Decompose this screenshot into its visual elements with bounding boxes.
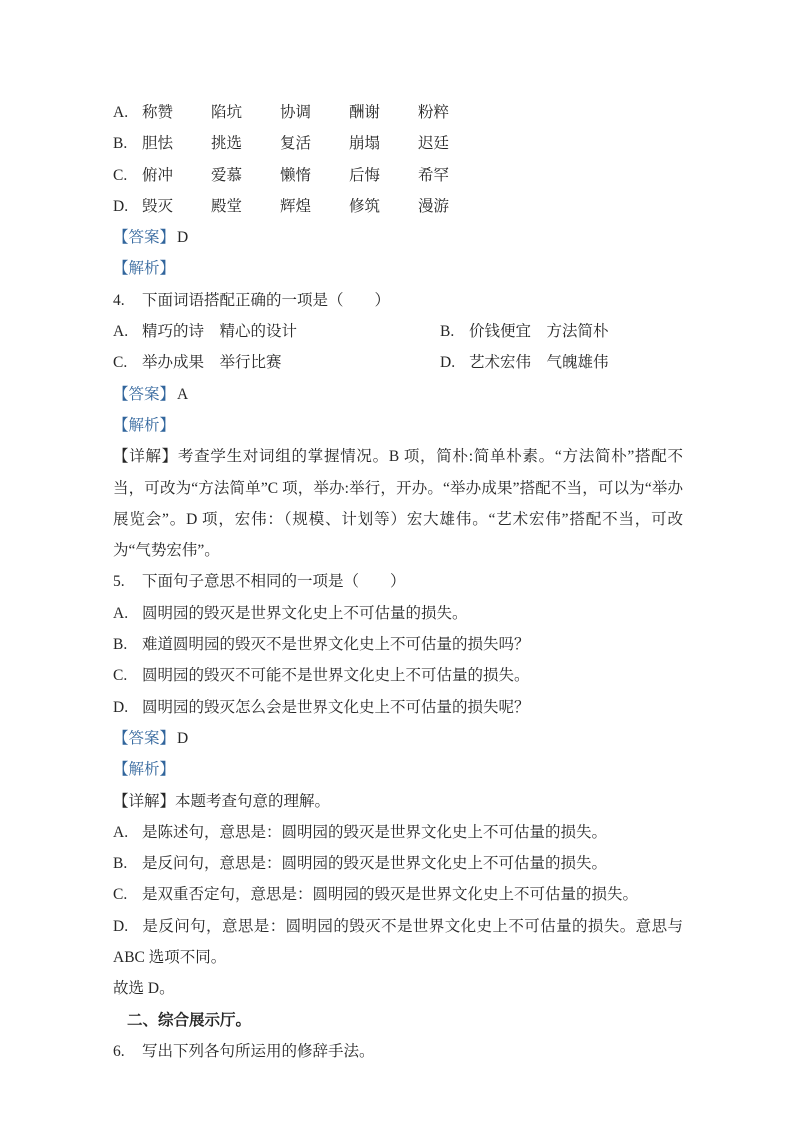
word-item: 懒惰 [280, 166, 312, 184]
option-letter: D. [113, 698, 129, 716]
word-item: 俯冲 [142, 166, 174, 184]
option-letter: B. [113, 636, 128, 654]
answer-value: A [177, 385, 189, 403]
word-item: 复活 [280, 135, 312, 153]
section-title-text: 二、综合展示厅。 [127, 1011, 252, 1029]
q6-stem [113, 1036, 683, 1067]
q3-answer-line [113, 222, 683, 253]
word-item: 陷坑 [211, 104, 243, 121]
q3-option-row-d [113, 191, 683, 222]
word-item: 后悔 [349, 166, 381, 184]
option-letter: A. [113, 823, 129, 841]
analysis-tag: 【解析】 [113, 416, 176, 434]
option-letter: C. [113, 354, 128, 372]
q3-option-row-b [113, 128, 683, 159]
option-text: 圆明园的毁灭是世界文化史上不可估量的损失。 [142, 604, 468, 622]
q4-stem [113, 285, 683, 316]
q4-answer-line [113, 379, 683, 410]
word-item: 爱慕 [211, 166, 243, 184]
option-letter: A. [113, 604, 129, 622]
analysis-tag: 【解析】 [113, 260, 176, 278]
word-item: 迟廷 [418, 135, 450, 153]
q5-detail-item-d [113, 911, 683, 974]
option-text: 举办成果 举行比赛 [142, 354, 282, 372]
option-letter: A. [113, 104, 129, 121]
question-text: 写出下列各句所运用的修辞手法。 [142, 1042, 375, 1060]
q5-conclusion [113, 973, 683, 1004]
word-item: 酬谢 [349, 104, 381, 121]
answer-tag: 【答案】 [113, 229, 176, 247]
word-item: 希罕 [418, 166, 450, 184]
q5-detail-item-c [113, 879, 683, 910]
option-letter: D. [113, 197, 129, 215]
answer-value: D [177, 229, 189, 247]
word-item: 殿堂 [211, 197, 243, 215]
option-letter: C. [113, 667, 128, 685]
question-number: 6. [113, 1042, 125, 1060]
q5-option-d [113, 692, 683, 723]
word-item: 崩塌 [349, 135, 381, 153]
option-text: 价钱便宜 方法简朴 [469, 323, 609, 341]
option-text: 圆明园的毁灭怎么会是世界文化史上不可估量的损失呢？ [142, 698, 530, 716]
q5-option-c [113, 660, 683, 691]
option-letter: D. [113, 917, 129, 935]
q5-detail-head [113, 786, 683, 817]
q4-options-row-1 [113, 316, 683, 347]
question-number: 5. [113, 573, 125, 591]
option-letter: A. [113, 323, 129, 341]
answer-tag: 【答案】 [113, 729, 176, 747]
word-item: 漫游 [418, 197, 450, 215]
q4-option-a [113, 323, 297, 340]
q4-detail-paragraph: 【详解】考查学生对词组的掌握情况。B 项，简朴:简单朴素。“方法简朴”搭配不当，可改为“方法简单”C 项，举办:举行，开办。“举办成果”搭配不当，可以为“举办展览会”。D 项，宏伟：（规模、计划等）宏大雄伟。“艺术宏伟”搭配不当，可改为“气势宏伟”。 [113, 448, 683, 560]
detail-text: 是反问句，意思是：圆明园的毁灭是世界文化史上不可估量的损失。 [142, 855, 608, 873]
q5-analysis-line [113, 754, 683, 785]
word-item: 称赞 [142, 104, 174, 121]
option-letter: C. [113, 166, 128, 184]
q3-option-row-c [113, 160, 683, 191]
q4-option-c [113, 354, 282, 371]
q5-option-b [113, 629, 683, 660]
answer-tag: 【答案】 [113, 385, 176, 403]
q5-detail-item-b [113, 848, 683, 879]
q4-option-b [440, 316, 609, 347]
detail-text: 是双重否定句，意思是：圆明园的毁灭是世界文化史上不可估量的损失。 [142, 886, 639, 904]
word-item: 粉粹 [418, 104, 450, 121]
option-letter: B. [113, 135, 128, 153]
q4-options-row-2 [113, 347, 683, 378]
word-item: 毁灭 [142, 197, 174, 215]
question-number: 4. [113, 291, 125, 309]
option-text: 艺术宏伟 气魄雄伟 [469, 354, 609, 372]
word-item: 胆怯 [142, 135, 174, 153]
section-2-heading [113, 1005, 683, 1036]
option-letter: C. [113, 886, 128, 904]
detail-text: 是陈述句，意思是：圆明园的毁灭是世界文化史上不可估量的损失。 [142, 823, 608, 841]
q3-option-row-a [113, 97, 683, 128]
q4-analysis-line [113, 410, 683, 441]
q3-analysis-line [113, 253, 683, 284]
q4-option-d [440, 347, 609, 378]
option-text: 圆明园的毁灭不可能不是世界文化史上不可估量的损失。 [142, 667, 530, 685]
question-text: 下面句子意思不相同的一项是（ ） [142, 573, 406, 591]
q5-stem [113, 566, 683, 597]
question-text: 下面词语搭配正确的一项是（ ） [142, 291, 391, 309]
option-letter: B. [440, 323, 455, 341]
analysis-tag: 【解析】 [113, 761, 176, 779]
answer-value: D [177, 729, 189, 747]
word-item: 修筑 [349, 197, 381, 215]
option-text: 精巧的诗 精心的设计 [142, 323, 298, 341]
q5-detail-item-a [113, 817, 683, 848]
q5-option-a [113, 598, 683, 629]
word-item: 协调 [280, 104, 312, 121]
option-text: 难道圆明园的毁灭不是世界文化史上不可估量的损失吗？ [142, 636, 530, 654]
option-letter: B. [113, 855, 128, 873]
q5-answer-line [113, 723, 683, 754]
word-item: 挑选 [211, 135, 243, 153]
detail-head-text: 【详解】本题考查句意的理解。 [113, 792, 331, 810]
word-item: 辉煌 [280, 197, 312, 215]
option-letter: D. [440, 354, 456, 372]
conclusion-text: 故选 D。 [113, 980, 175, 998]
detail-text: 是反问句，意思是：圆明园的毁灭不是世界文化史上不可估量的损失。意思与 ABC 选项不同。 [113, 917, 683, 967]
